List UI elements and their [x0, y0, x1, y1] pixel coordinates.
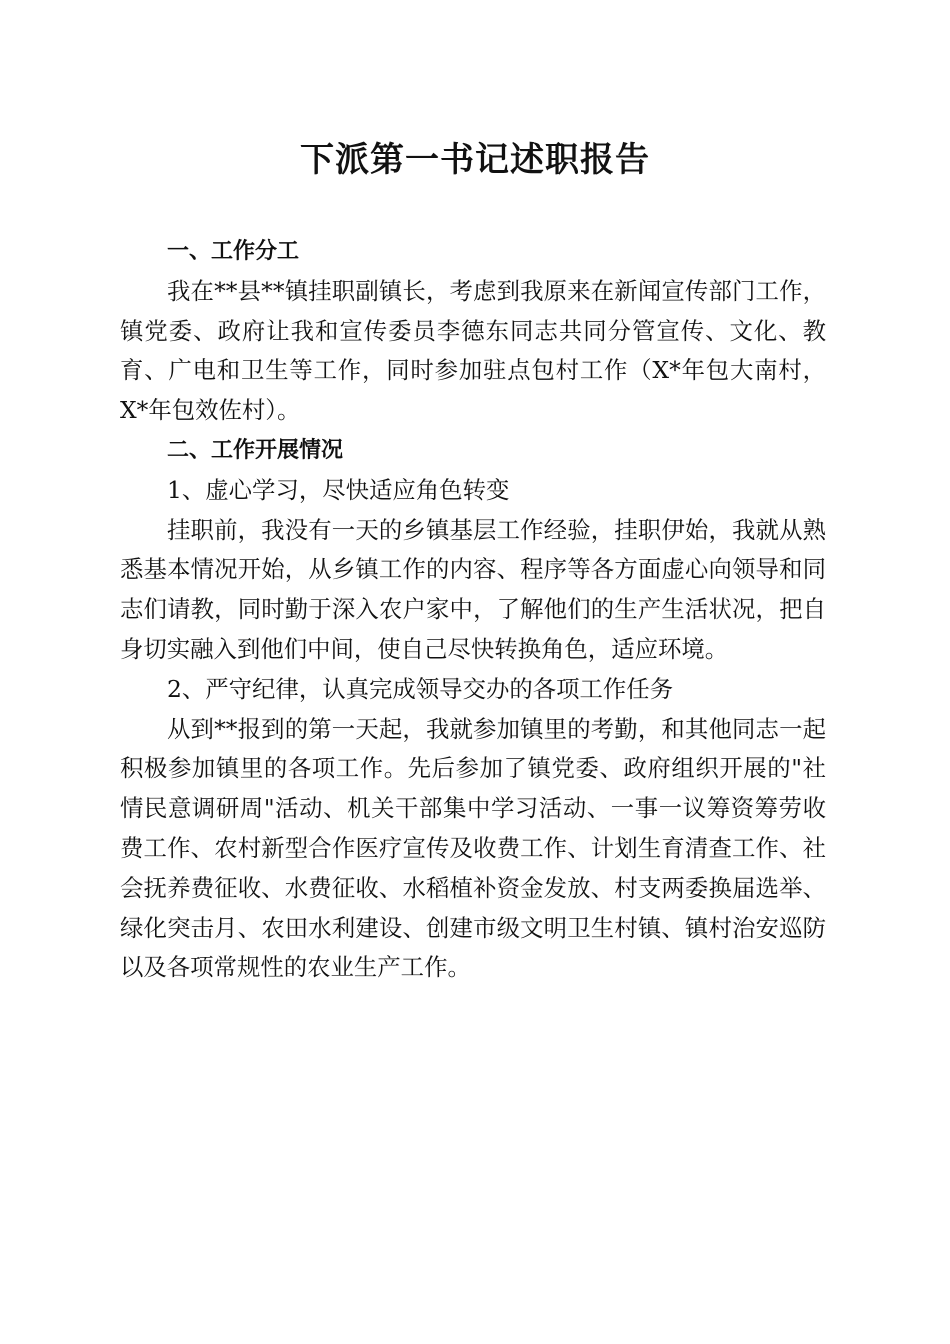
- paragraph-work-division: 我在**县**镇挂职副镇长，考虑到我原来在新闻宣传部门工作，镇党委、政府让我和宣传委员李德东同志共同分管宣传、文化、教育、广电和卫生等工作，同时参加驻点包村工作（X*年包大南村，X*年包效佐村）。: [120, 276, 826, 425]
- paragraph-discipline: 从到**报到的第一天起，我就参加镇里的考勤，和其他同志一起积极参加镇里的各项工作。先后参加了镇党委、政府组织开展的"社情民意调研周"活动、机关干部集中学习活动、一事一议筹资筹劳收费工作、农村新型合作医疗宣传及收费工作、计划生育清查工作、社会抚养费征收、水费征收、水稻植补资金发放、村支两委换届选举、绿化突击月、农田水利建设、创建市级文明卫生村镇、镇村治安巡防以及各项常规性的农业生产工作。: [120, 714, 826, 982]
- document-title: 下派第一书记述职报告: [300, 140, 650, 180]
- section-heading-work-progress: 二、工作开展情况: [167, 437, 344, 463]
- paragraph-learning: 挂职前，我没有一天的乡镇基层工作经验，挂职伊始，我就从熟悉基本情况开始，从乡镇工作的内容、程序等各方面虚心向领导和同志们请教，同时勤于深入农户家中，了解他们的生产生活状况，把自身切实融入到他们中间，使自己尽快转换角色，适应环境。: [120, 515, 826, 663]
- subheading-learning: 1、虚心学习，尽快适应角色转变: [167, 475, 510, 504]
- section-heading-work-division: 一、工作分工: [167, 239, 300, 264]
- document-body: [120, 232, 826, 988]
- subheading-discipline: 2、严守纪律，认真完成领导交办的各项工作任务: [167, 674, 674, 703]
